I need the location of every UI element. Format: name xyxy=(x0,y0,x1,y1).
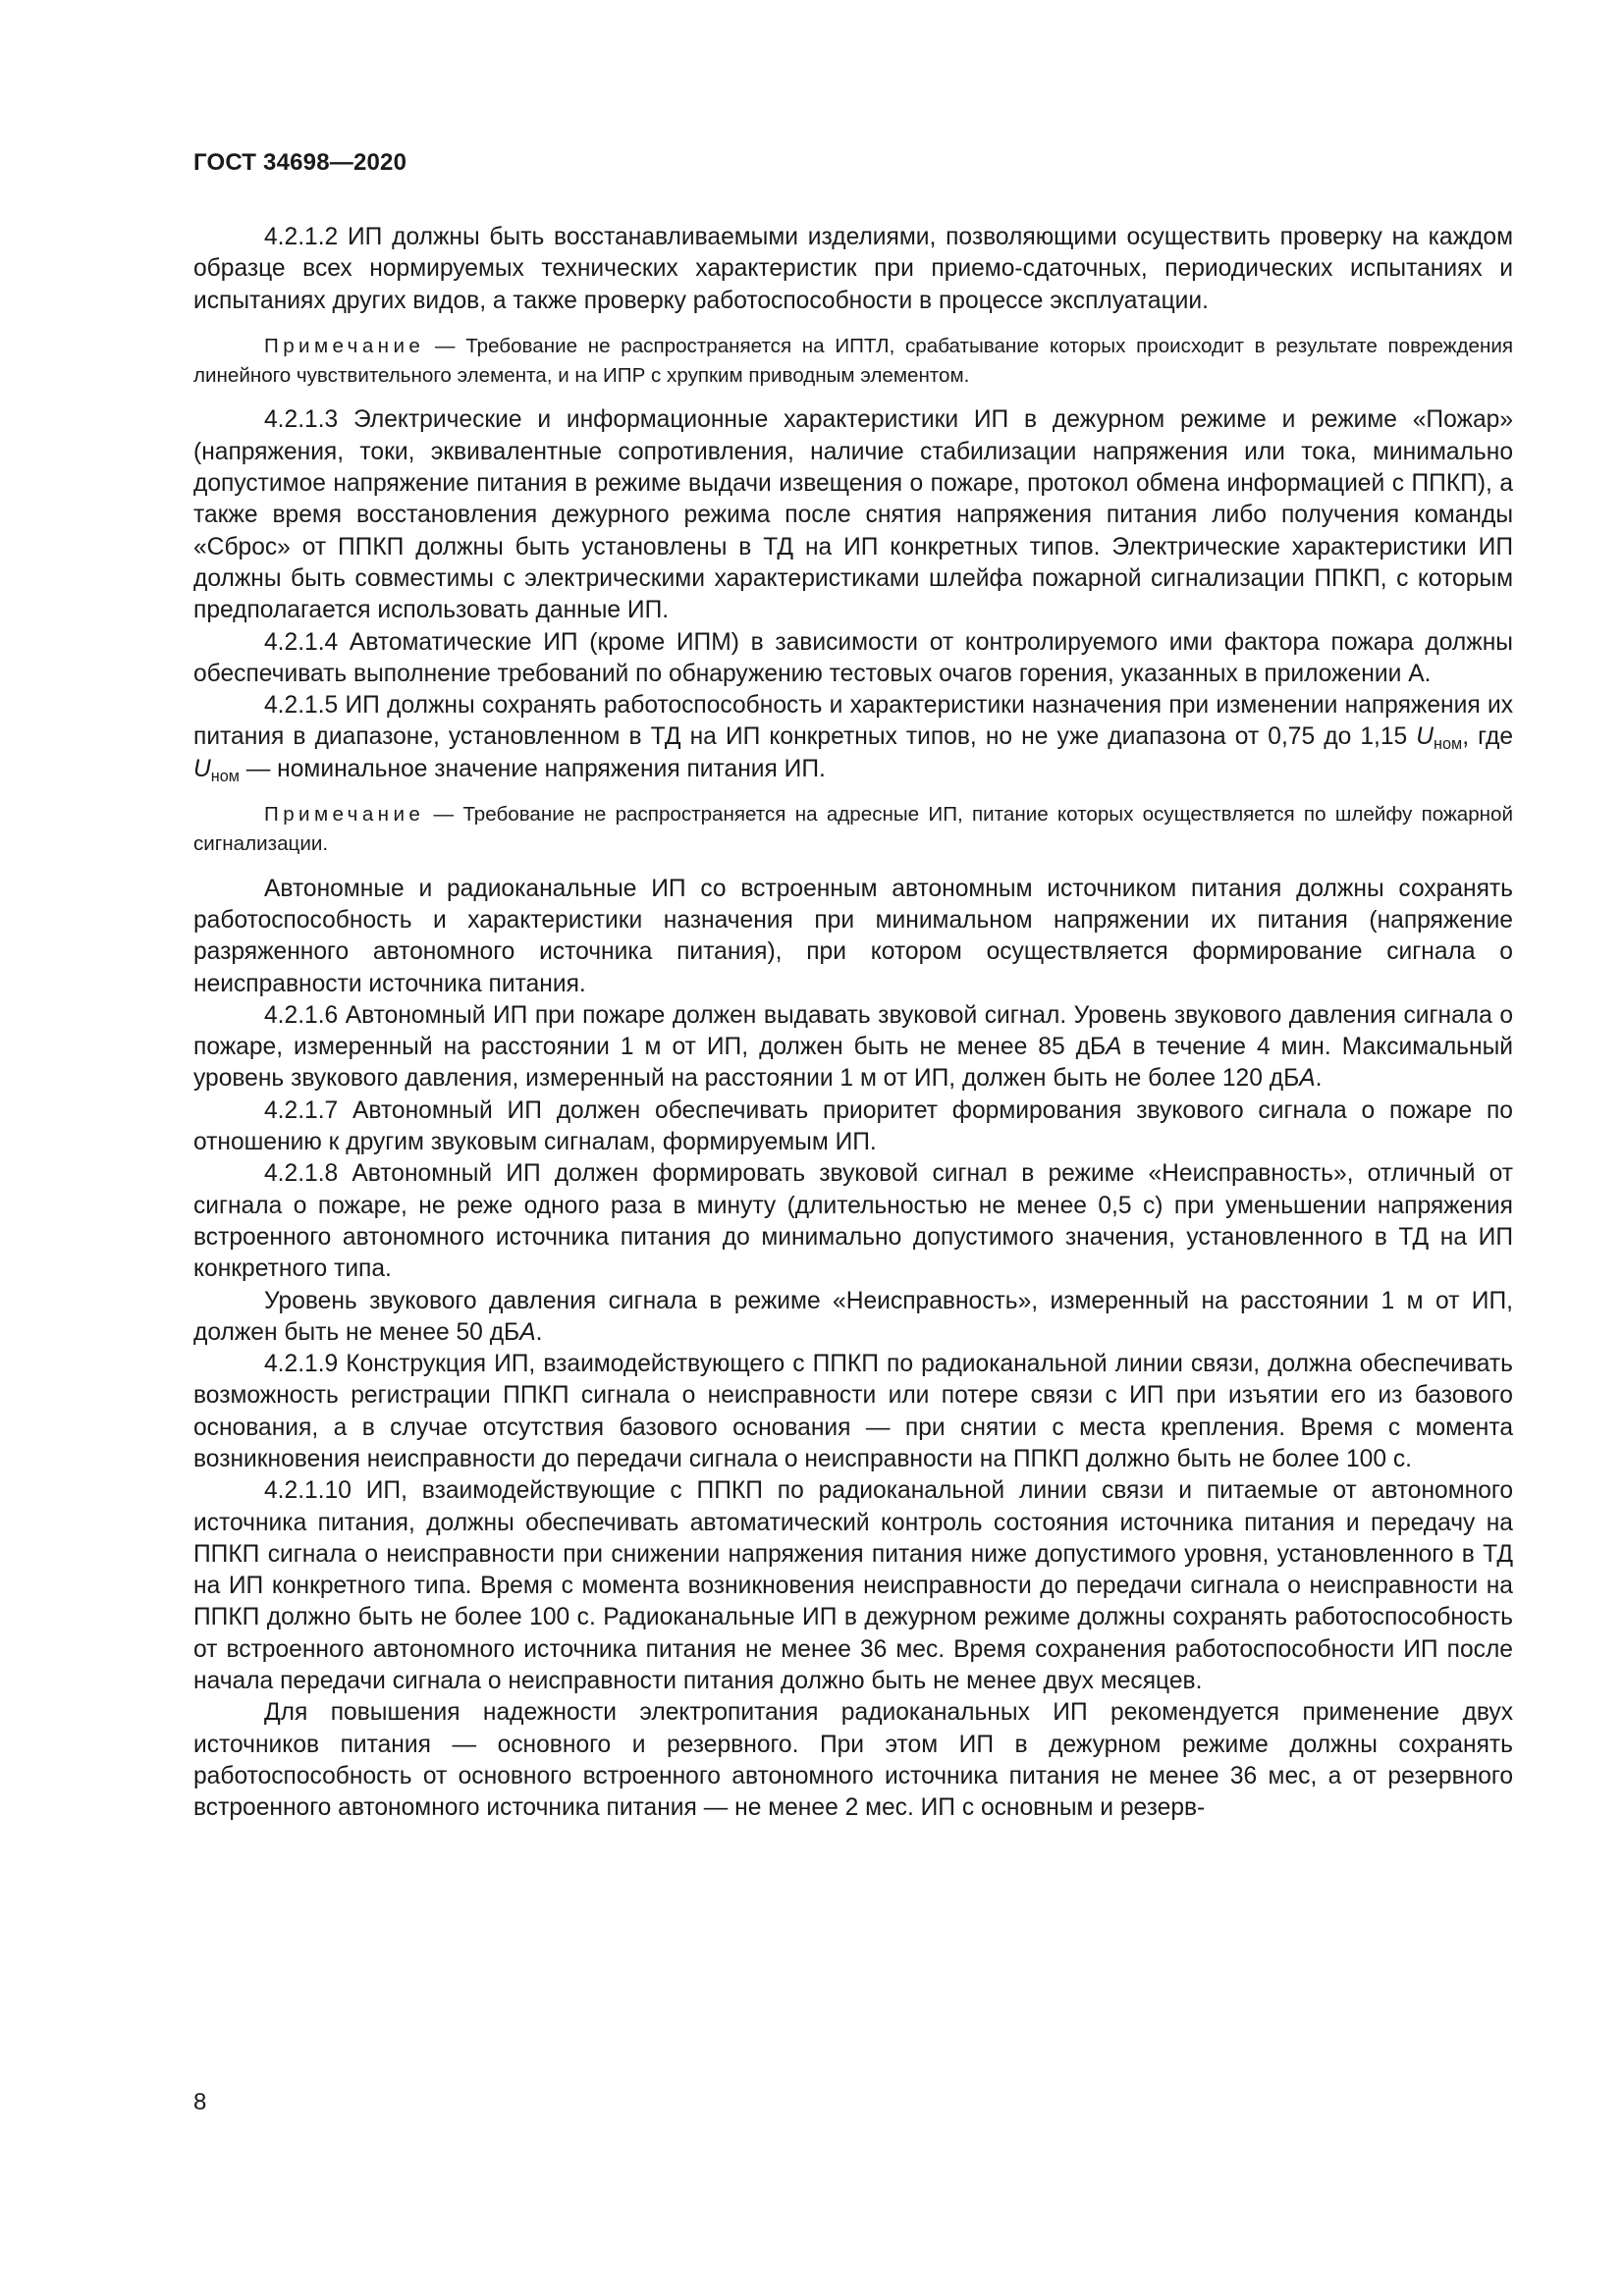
unit-italic: А xyxy=(519,1318,536,1346)
voltage-subscript: ном xyxy=(210,767,240,785)
text-span: . xyxy=(1315,1065,1323,1093)
paragraph-4-2-1-3: 4.2.1.3 Электрические и информационные характеристики ИП в дежурном режиме и режиме «Пожар» (напряжения, токи, эквивалентные сопротивления, наличие стабилизации напряжения или тока, минимально допустимое напряжение питания в режиме выдачи извещения о пожаре, протокол обмена информацией с ППКП), а также время восстановления дежурного режима после снятия напряжения питания либо получения команды «Сброс» от ППКП должны быть установлены в ТД на ИП конкретных типов. Электрические характеристики ИП должны быть совместимы с электрическими характеристиками шлейфа пожарной сигнализации ППКП, с которым предполагается использовать данные ИП. xyxy=(193,406,1513,624)
paragraph-4-2-1-7: 4.2.1.7 Автономный ИП должен обеспечивать приоритет формирования звукового сигнала о пожаре по отношению к другим звуковым сигналам, формируемым ИП. xyxy=(193,1096,1513,1156)
voltage-subscript: ном xyxy=(1434,735,1463,754)
text-span: 4.2.1.6 Автономный ИП при пожаре должен выдавать звуковой сигнал. Уровень звукового давления сигнала о пожаре, измеренный на расстоянии 1 м от ИП, должен быть не менее 85 дБ xyxy=(193,1001,1513,1061)
paragraph-4-2-1-2: 4.2.1.2 ИП должны быть восстанавливаемыми изделиями, позволяющими осуществить проверку на каждом образце всех нормируемых технических характеристик при приемо-сдаточных, периодических испытаниях и испытаниях других видов, а также проверку работоспособности в процессе эксплуатации. xyxy=(193,224,1513,314)
paragraph-4-2-1-4: 4.2.1.4 Автоматические ИП (кроме ИПМ) в зависимости от контролируемого ими фактора пожара должны обеспечивать выполнение требований по обнаружению тестовых очагов горения, указанных в приложении А. xyxy=(193,628,1513,687)
unit-italic: А xyxy=(1106,1034,1122,1061)
paragraph-4-2-1-10: 4.2.1.10 ИП, взаимодействующие с ППКП по радиоканальной линии связи и питаемые от автономного источника питания, должны обеспечивать автоматический контроль состояния источника питания и передачу на ППКП сигнала о неисправности при снижении напряжения питания ниже допустимого уровня, установленного в ТД на ИП конкретного типа. Время с момента возникновения неисправности до передачи сигнала о неисправности на ППКП должно быть не более 100 с. Радиоканальные ИП в дежурном режиме должны сохранять работоспособность от встроенного автономного источника питания не менее 36 мес. Время сохранения работоспособности ИП после начала передачи сигнала о неисправности питания должно быть не менее двух месяцев. xyxy=(193,1477,1513,1695)
page-number: 8 xyxy=(193,2089,207,2115)
paragraph-sound-level xyxy=(193,1286,1513,1350)
text-span: Уровень звукового давления сигнала в режиме «Неисправность», измеренный на расстоянии 1 м от ИП, должен быть не менее 50 дБ xyxy=(193,1287,1513,1346)
paragraph-autonomous: Автономные и радиоканальные ИП со встроенным автономным источником питания должны сохранять работоспособность и характеристики назначения при минимальном напряжении их питания (напряжение разряженного автономного источника питания), при котором осуществляется формирование сигнала о неисправности источника питания. xyxy=(193,875,1513,997)
unit-italic: А xyxy=(1299,1065,1316,1093)
paragraph-4-2-1-9: 4.2.1.9 Конструкция ИП, взаимодействующего с ППКП по радиоканальной линии связи, должна обеспечивать возможность регистрации ППКП сигнала о неисправности или потере связи с ИП при изъятии его из базового основания, а в случае отсутствия базового основания — при снятии с места крепления. Время с момента возникновения неисправности до передачи сигнала о неисправности на ППКП должно быть не более 100 с. xyxy=(193,1351,1513,1472)
note-label: Примечание xyxy=(264,334,425,357)
document-header: ГОСТ 34698—2020 xyxy=(193,149,407,176)
note-text: — Требование не распространяется на адресные ИП, питание которых осуществляется по шлейфу пожарной сигнализации. xyxy=(193,803,1513,856)
paragraph-4-2-1-6 xyxy=(193,1000,1513,1095)
document-body xyxy=(193,222,1513,1825)
paragraph-reliability: Для повышения надежности электропитания радиоканальных ИП рекомендуется применение двух источников питания — основного и резервного. При этом ИП в дежурном режиме должны сохранять работоспособность от основного встроенного автономного источника питания не менее 36 мес, а от резервного встроенного автономного источника питания — не менее 2 мес. ИП с основным и резерв- xyxy=(193,1699,1513,1822)
paragraph-4-2-1-8: 4.2.1.8 Автономный ИП должен формировать звуковой сигнал в режиме «Неисправность», отличный от сигнала о пожаре, не реже одного раза в минуту (длительностью не менее 0,5 с) при уменьшении напряжения встроенного автономного источника питания до минимально допустимого значения, установленного в ТД на ИП конкретного типа. xyxy=(193,1160,1513,1283)
note-label: Примечание xyxy=(264,803,425,827)
text-span: — номинальное значение напряжения питания ИП. xyxy=(239,755,826,782)
voltage-symbol: U xyxy=(1416,723,1435,751)
paragraph-4-2-1-5 xyxy=(193,690,1513,785)
note-1 xyxy=(193,332,1513,392)
text-span: , где xyxy=(1462,723,1513,751)
voltage-symbol: U xyxy=(193,755,211,782)
note-text: — Требование не распространяется на ИПТЛ, срабатывание которых происходит в результате повреждения линейного чувствительного элемента, и на ИПР с хрупким приводным элементом. xyxy=(193,334,1513,388)
note-2 xyxy=(193,800,1513,860)
text-span: в течение 4 мин. Максимальный уровень звукового давления, измеренный на расстоянии 1 м от ИП, должен быть не более 120 дБ xyxy=(193,1034,1513,1093)
text-span: . xyxy=(535,1318,543,1346)
text-span: 4.2.1.5 ИП должны сохранять работоспособность и характеристики назначения при изменении напряжения их питания в диапазоне, установленном в ТД на ИП конкретных типов, но не уже диапазона от 0,75 до 1,15 xyxy=(193,692,1513,751)
